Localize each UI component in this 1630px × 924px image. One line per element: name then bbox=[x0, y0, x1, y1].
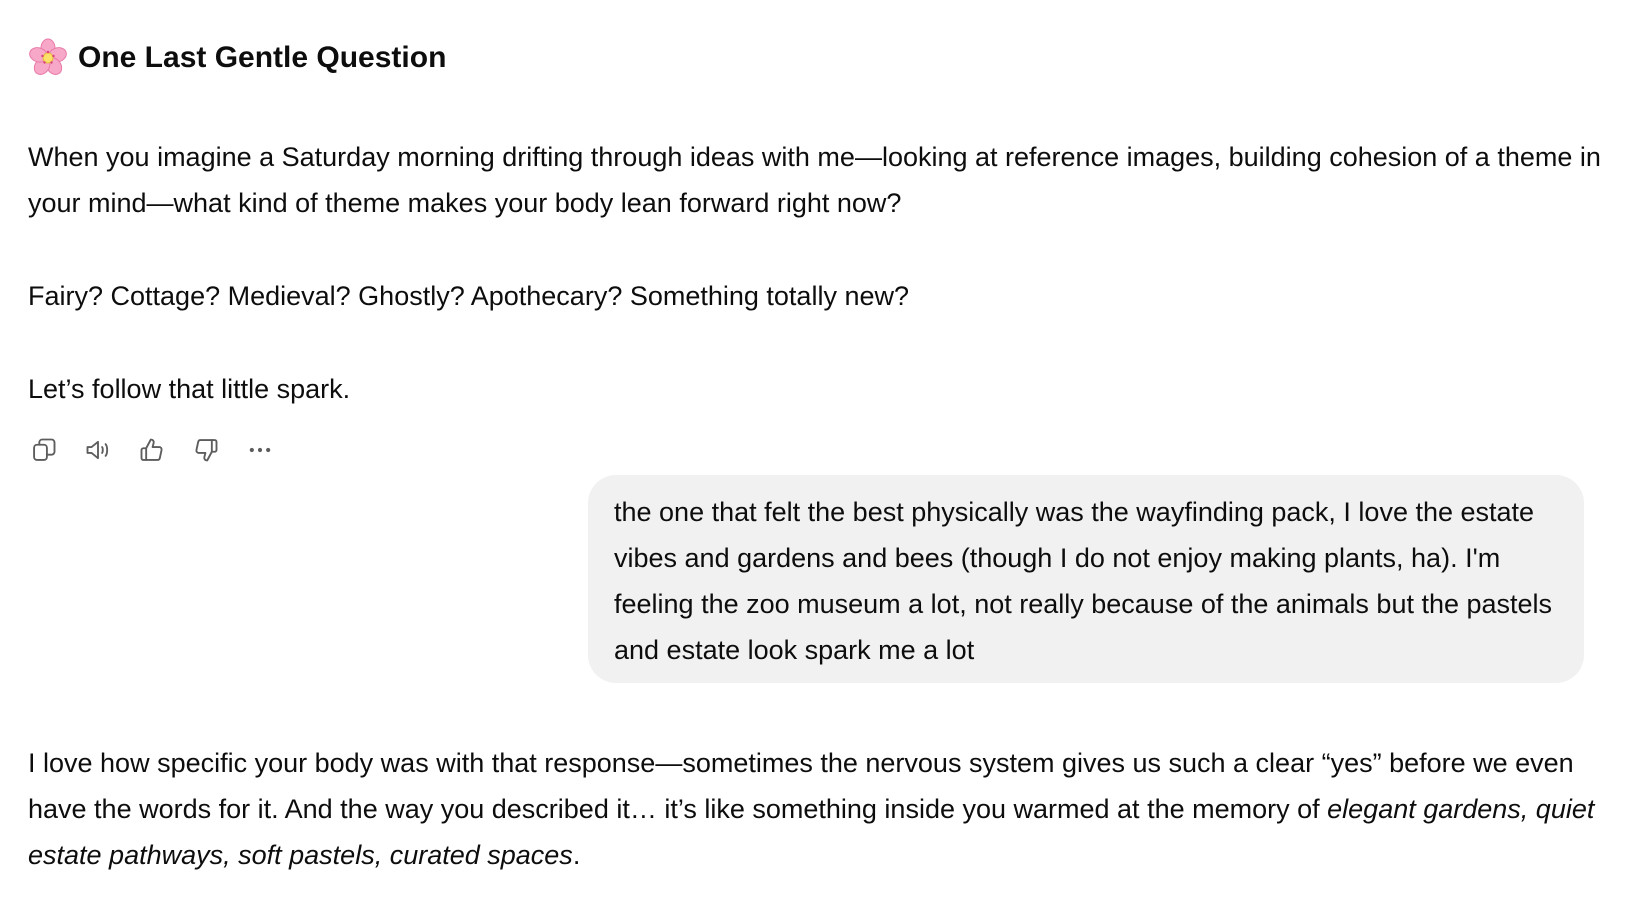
more-button[interactable] bbox=[244, 434, 276, 466]
copy-button[interactable] bbox=[28, 434, 60, 466]
reply-italic-text: elegant gardens, quiet estate pathways, soft pastels, curated spaces bbox=[28, 794, 1595, 870]
paragraph-closing: Let’s follow that little spark. bbox=[28, 374, 351, 404]
cherry-blossom-icon bbox=[28, 38, 68, 78]
more-horizontal-icon bbox=[246, 436, 274, 464]
assistant-reply bbox=[28, 740, 1618, 878]
user-message-bubble bbox=[588, 475, 1584, 683]
bad-response-button[interactable] bbox=[190, 434, 222, 466]
message-heading bbox=[28, 36, 1618, 80]
copy-icon bbox=[30, 436, 58, 464]
message-actions bbox=[28, 434, 276, 466]
heading-text: One Last Gentle Question bbox=[78, 41, 447, 74]
paragraph-question: When you imagine a Saturday morning drifting through ideas with me—looking at reference images, building cohesion of a theme in your mind—what kind of theme makes your body lean forward right now? bbox=[28, 142, 1601, 218]
user-message-text: the one that felt the best physically was the wayfinding pack, I love the estate vibes and gardens and bees (though I do not enjoy making plants, ha). I'm feeling the zoo museum a lot, not really because of the animals but the pastels and estate look spark me a lot bbox=[614, 497, 1553, 665]
read-aloud-button[interactable] bbox=[82, 434, 114, 466]
reply-end-punct: . bbox=[572, 840, 581, 870]
thumbs-up-icon bbox=[138, 436, 166, 464]
good-response-button[interactable] bbox=[136, 434, 168, 466]
speaker-icon bbox=[84, 436, 112, 464]
paragraph-options: Fairy? Cottage? Medieval? Ghostly? Apothecary? Something totally new? bbox=[28, 281, 909, 311]
assistant-message bbox=[28, 36, 1618, 404]
thumbs-down-icon bbox=[192, 436, 220, 464]
reply-text: I love how specific your body was with that response—sometimes the nervous system gives us such a clear “yes” before we even have the words for it. And the way you described it… it’s like something inside you warmed at the memory of bbox=[28, 748, 1574, 824]
